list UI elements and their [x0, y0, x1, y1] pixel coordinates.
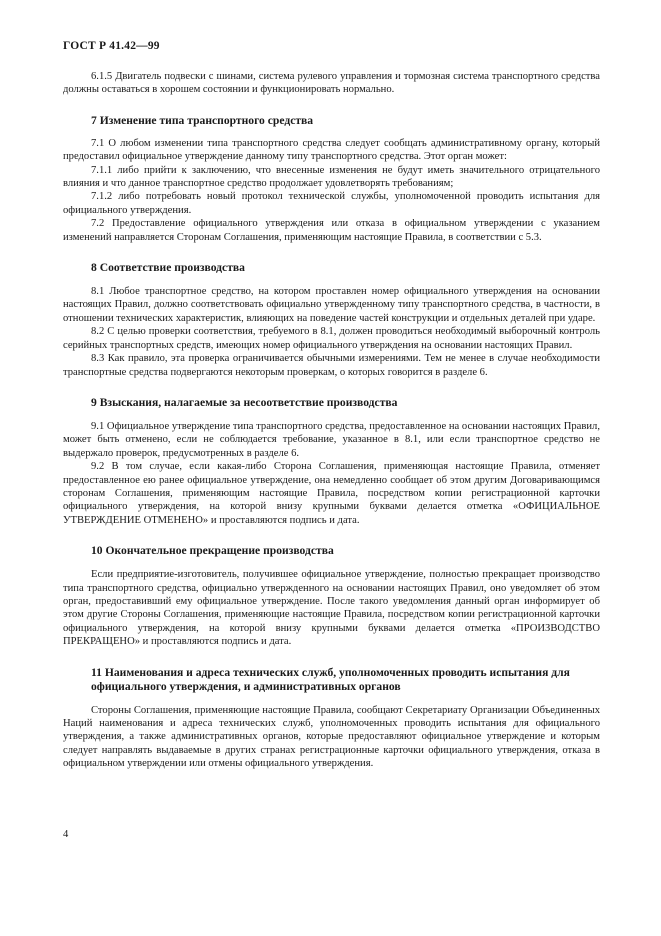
paragraph-11: Стороны Соглашения, применяющие настоящие Правила, сообщают Секретариату Организации Объединенных Наций наименования и адреса технических служб, уполномоченных проводить испытания для официального утверждения, а также административных органов, которые предоставляют официальное утверждение и которым следует направлять выдаваемые в других странах регистрационные карточки официального утверждения, отказа в официальном утверждении или отмены официального утверждения.	[63, 704, 600, 770]
paragraph-8-3: 8.3 Как правило, эта проверка ограничивается обычными измерениями. Тем не менее в случае необходимости транспортные средства подвергаются некоторым проверкам, о которых говорится в разделе 6.	[63, 353, 600, 378]
paragraph-10: Если предприятие-изготовитель, получившее официальное утверждение, полностью прекращает производство типа транспортного средства, официально утвержденного на основании настоящих Правил, оно уведомляет об этом орган, предоставивший ему официальное утверждение. После такого уведомления данный орган информирует об этом другие Стороны Соглашения, применяющие настоящие Правила, посредством копии регистрационной карточки официального утверждения, на которой внизу крупными буквами делается отметка «ПРОИЗВОДСТВО ПРЕКРАЩЕНО» и проставляются подпись и дата.	[63, 569, 600, 648]
paragraph-9-2: 9.2 В том случае, если какая-либо Сторона Соглашения, применяющая настоящие Правила, отменяет предоставленное ею ранее официальное утверждение, она немедленно сообщает об этом другим Договаривающимся сторонам Соглашения, применяющим настоящие Правила, посредством копии регистрационной карточки официального утверждения, на которой внизу крупными буквами делается отметка «ОФИЦИАЛЬНОЕ УТВЕРЖДЕНИЕ ОТМЕНЕНО» и проставляются подпись и дата.	[63, 461, 600, 526]
section-7-title: 7 Изменение типа транспортного средства	[91, 113, 314, 127]
paragraph-7-2: 7.2 Предоставление официального утверждения или отказа в официальном утверждении с указанием изменений направляется Сторонам Соглашения, применяющим настоящие Правила, в соответствии с 5.3.	[63, 218, 600, 243]
paragraph-9-1: 9.1 Официальное утверждение типа транспортного средства, предоставленное на основании настоящих Правил, может быть отменено, если не соблюдается требование, указанное в 8.1, или если транспортное средство не выдержало проверок, предусмотренных в разделе 6.	[63, 420, 600, 459]
document-code: ГОСТ Р 41.42—99	[63, 40, 160, 52]
paragraph-7-1: 7.1 О любом изменении типа транспортного средства следует сообщать административному органу, который предоставил официальное утверждение данному типу транспортного средства. Этот орган может:	[63, 137, 600, 163]
section-11-title: 11 Наименования и адреса технических служб, уполномоченных проводить испытания для официального утверждения, и административных органов	[91, 665, 570, 693]
section-8-title: 8 Соответствие производства	[91, 261, 245, 275]
paragraph-8-2: 8.2 С целью проверки соответствия, требуемого в 8.1, должен проводиться необходимый выборочный контроль серийных транспортных средств, имеющих номер официального утверждения на основании настоящих Правил.	[63, 326, 600, 351]
section-10-title: 10 Окончательное прекращение производства	[91, 544, 334, 558]
paragraph-7-1-2: 7.1.2 либо потребовать новый протокол технической службы, уполномоченной проводить испытания для официального утверждения.	[63, 191, 600, 216]
paragraph-8-1: 8.1 Любое транспортное средство, на котором проставлен номер официального утверждения на основании настоящих Правил, должно соответствовать официально утвержденному типу транспортного средства, в частности, в отношении технических характеристик, влияющих на поведение частей конструкции и отдельных деталей при ударе.	[63, 286, 600, 324]
page-number: 4	[63, 829, 69, 840]
page-content	[63, 70, 600, 771]
paragraph-7-1-1: 7.1.1 либо прийти к заключению, что внесенные изменения не будут иметь значительного отрицательного влияния и что данное транспортное средство продолжает удовлетворять требованиям;	[63, 164, 600, 190]
paragraph-6-1-5: 6.1.5 Двигатель подвески с шинами, система рулевого управления и тормозная система транспортного средства должны оставаться в хорошем состоянии и функционировать нормально.	[63, 71, 600, 96]
section-9-title: 9 Взыскания, налагаемые за несоответствие производства	[91, 395, 398, 409]
